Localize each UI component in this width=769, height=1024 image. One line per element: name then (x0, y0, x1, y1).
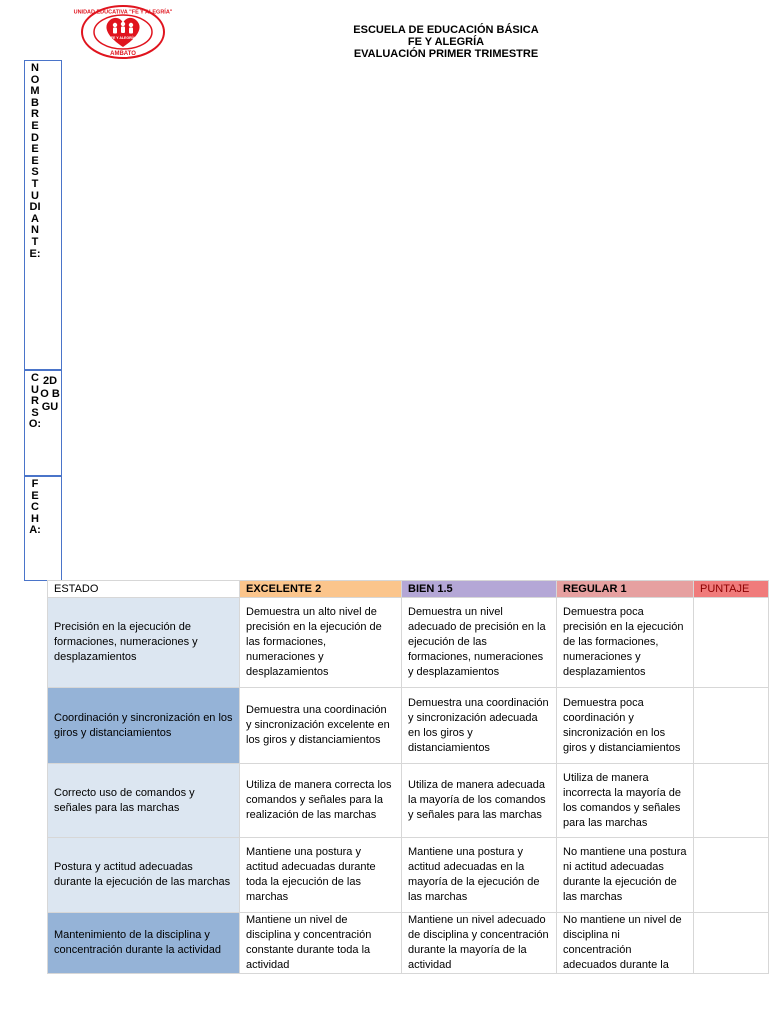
table-row (48, 764, 769, 838)
excelente-cell: Demuestra un alto nivel de precisión en la ejecución de las formaciones, numeraciones y desplazamientos (240, 598, 402, 688)
header-estado: ESTADO (48, 581, 240, 598)
puntaje-cell[interactable] (694, 913, 769, 974)
course-value: 2DO BGU (40, 375, 60, 413)
table-row (48, 913, 769, 974)
criterion-cell: Mantenimiento de la disciplina y concentración durante la actividad (48, 913, 240, 974)
excelente-cell: Mantiene una postura y actitud adecuadas durante toda la ejecución de las marchas (240, 838, 402, 913)
regular-cell: Demuestra poca precisión en la ejecución de las formaciones, numeraciones y desplazamientos (557, 598, 694, 688)
logo-inner-text: FE Y ALEGRÍA (110, 36, 136, 40)
date-label: FECHA: (29, 478, 41, 537)
regular-cell: No mantiene una postura ni actitud adecuadas durante la ejecución de las marchas (557, 838, 694, 913)
table-row (48, 838, 769, 913)
document-header (300, 24, 592, 60)
table-header-row (48, 581, 769, 598)
criterion-cell: Coordinación y sincronización en los giros y distanciamientos (48, 688, 240, 764)
school-logo (73, 5, 173, 61)
date-box[interactable] (24, 476, 62, 581)
excelente-cell: Mantiene un nivel de disciplina y concentración constante durante toda la actividad (240, 913, 402, 974)
table-row (48, 598, 769, 688)
logo-ring-text: UNIDAD EDUCATIVA "FE Y ALEGRÍA" (73, 9, 173, 16)
school-subtitle: FE Y ALEGRÍA (407, 36, 485, 48)
puntaje-cell[interactable] (694, 598, 769, 688)
regular-cell: No mantiene un nivel de disciplina ni concentración adecuados durante la (557, 913, 694, 974)
criterion-cell: Correcto uso de comandos y señales para las marchas (48, 764, 240, 838)
course-box[interactable] (24, 370, 62, 476)
rubric-table (47, 580, 769, 974)
puntaje-cell[interactable] (694, 838, 769, 913)
excelente-cell: Utiliza de manera correcta los comandos y señales para la realización de las marchas (240, 764, 402, 838)
header-bien: BIEN 1.5 (402, 581, 557, 598)
header-regular: REGULAR 1 (557, 581, 694, 598)
table-row (48, 688, 769, 764)
bien-cell: Mantiene una postura y actitud adecuadas en la mayoría de la ejecución de las marchas (402, 838, 557, 913)
criterion-cell: Postura y actitud adecuadas durante la ejecución de las marchas (48, 838, 240, 913)
regular-cell: Demuestra poca coordinación y sincronización en los giros y distanciamientos (557, 688, 694, 764)
bien-cell: Mantiene un nivel adecuado de disciplina y concentración durante la mayoría de la actividad (402, 913, 557, 974)
puntaje-cell[interactable] (694, 688, 769, 764)
criterion-cell: Precisión en la ejecución de formaciones, numeraciones y desplazamientos (48, 598, 240, 688)
student-name-box[interactable] (24, 60, 62, 370)
course-label: CURSO: (28, 372, 42, 431)
header-excelente: EXCELENTE 2 (240, 581, 402, 598)
regular-cell: Utiliza de manera incorrecta la mayoría de los comandos y señales para las marchas (557, 764, 694, 838)
bien-cell: Demuestra una coordinación y sincronización adecuada en los giros y distanciamientos (402, 688, 557, 764)
evaluation-title: EVALUACIÓN PRIMER TRIMESTRE (353, 48, 539, 60)
school-name: ESCUELA DE EDUCACIÓN BÁSICA (353, 24, 539, 36)
bien-cell: Utiliza de manera adecuada la mayoría de los comandos y señales para las marchas (402, 764, 557, 838)
header-puntaje: PUNTAJE (694, 581, 769, 598)
puntaje-cell[interactable] (694, 764, 769, 838)
excelente-cell: Demuestra una coordinación y sincronización excelente en los giros y distanciamientos (240, 688, 402, 764)
bien-cell: Demuestra un nivel adecuado de precisión en la ejecución de las formaciones, numeraciones y desplazamientos (402, 598, 557, 688)
student-name-label: NOMBRE DE ESTUDIANTE: (29, 62, 41, 260)
logo-city-text: AMBATO (110, 51, 136, 57)
